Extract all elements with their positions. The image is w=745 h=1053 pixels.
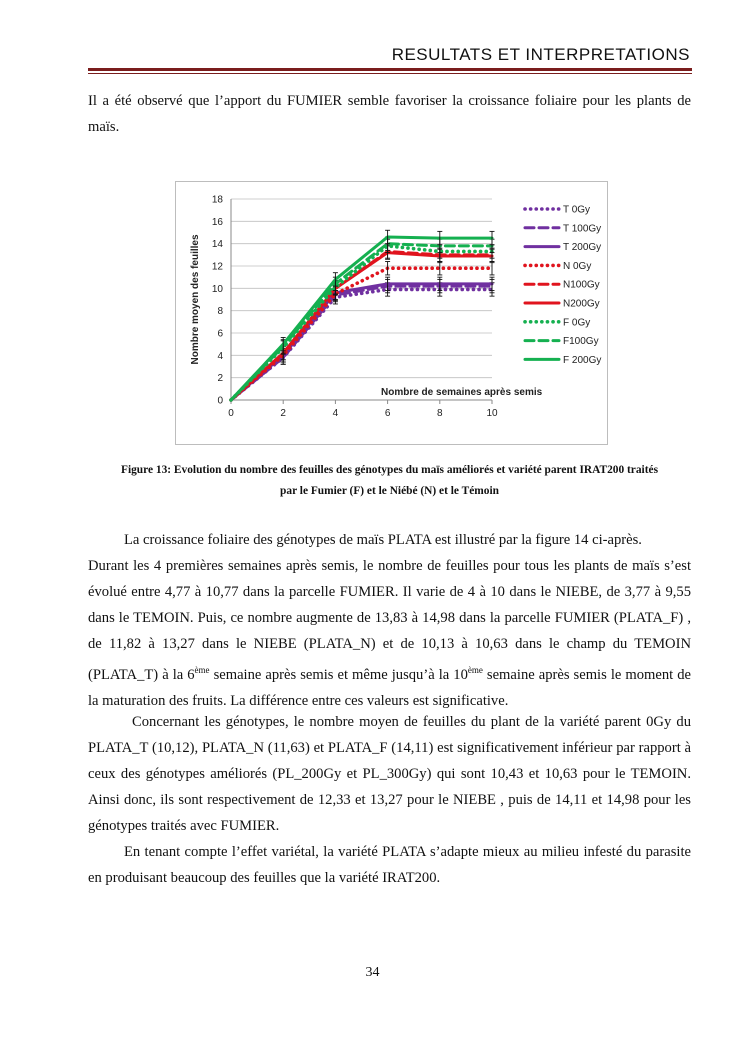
legend-label: N200Gy [563,298,600,310]
y-tick-label: 18 [211,194,223,206]
p2-superscript-1: ème [194,665,210,675]
header-rule-thin [88,73,692,74]
legend-label: N100Gy [563,279,600,291]
y-axis-label: Nombre moyen des feuilles [190,234,201,365]
y-tick-label: 6 [217,328,223,340]
body-paragraph-3: Concernant les génotypes, le nombre moyen de feuilles du plant de la variété parent 0Gy du PLATA_T (10,12), PLATA_N (11,63) et PLATA_F (14,11) est significativement inférieur par rapport à ceux des génotypes améliorés (PL_200Gy et PL_300Gy) qui sont 10,43 et 10,63 pour le TEMOIN. Ainsi donc, ils sont respectivement de 12,33 et 13,27 pour le NIEBE , puis de 14,11 et 14,98 pour les génotypes traités avec FUMIER. [88,714,691,834]
x-tick-label: 0 [228,408,234,419]
x-tick-label: 4 [332,408,339,419]
x-tick-label: 10 [486,408,498,419]
legend-label: F100Gy [563,336,599,348]
legend-label: F 200Gy [563,354,602,366]
x-tick-label: 6 [384,408,391,419]
header-rule-thick [88,68,692,71]
series-line-t-100gy [231,286,492,400]
legend-label: T 100Gy [563,223,602,235]
line-chart [176,182,607,444]
p2-text-c: semaine après semis le moment de la maturation des fruits. La différence entre ces valeurs est significative. [88,666,692,709]
p2-superscript-2: ème [467,665,483,675]
figure-13-chart [175,181,608,445]
p2-text-b: semaine après semis et même jusqu’à la 10 [209,666,468,683]
chapter-title: RESULTATS ET INTERPRETATIONS [391,45,690,64]
y-tick-label: 0 [217,395,223,407]
intro-paragraph: Il a été observé que l’apport du FUMIER semble favoriser la croissance foliaire pour les plants de maïs. [88,93,691,135]
x-tick-label: 2 [280,408,286,419]
legend-label: N 0Gy [563,260,592,272]
caption-line-1: Figure 13: Evolution du nombre des feuilles des génotypes du maïs améliorés et variété parent IRAT200 traités [120,464,659,476]
x-tick-label: 8 [437,408,443,419]
y-tick-label: 2 [217,373,223,385]
y-tick-label: 4 [217,350,223,362]
page-number: 34 [365,965,380,980]
body-paragraph-2 [88,553,691,714]
body-paragraph-1: La croissance foliaire des génotypes de maïs PLATA est illustré par la figure 14 ci-après. [124,532,642,548]
legend-label: F 0Gy [563,317,591,329]
y-tick-label: 16 [211,216,223,228]
y-tick-label: 10 [211,283,223,295]
y-tick-label: 12 [211,261,223,273]
legend-label: T 200Gy [563,242,602,254]
series-line-f100gy [231,244,492,400]
y-tick-label: 8 [217,306,223,318]
figure-caption [88,460,691,502]
series-line-t-200gy [231,284,492,400]
legend-label: T 0Gy [563,204,591,216]
x-axis-label: Nombre de semaines après semis [381,387,543,398]
body-paragraph-4: En tenant compte l’effet variétal, la variété PLATA s’adapte mieux au milieu infesté du parasite en produisant beaucoup des feuilles que la variété IRAT200. [88,844,691,886]
series-line-f-200gy [231,237,492,400]
series-line-t-0gy [231,289,492,400]
caption-line-2: par le Fumier (F) et le Niébé (N) et le Témoin [280,485,499,497]
y-tick-label: 14 [211,239,223,251]
p2-text-a: Durant les 4 premières semaines après semis, le nombre de feuilles pour tous les plants de maïs s’est évolué entre 4,77 à 10,77 dans la parcelle FUMIER. Il varie de 4 à 10 dans le NIEBE, de 3,77 à 9,55 dans le TEMOIN. Puis, ce nombre augmente de 13,83 à 14,98 dans la parcelle FUMIER (PLATA_F) , de 11,82 à 13,27 dans le NIEBE (PLATA_N) et de 10,13 à 10,63 dans le champ du TEMOIN (PLATA_T) à la 6 [88,558,691,683]
